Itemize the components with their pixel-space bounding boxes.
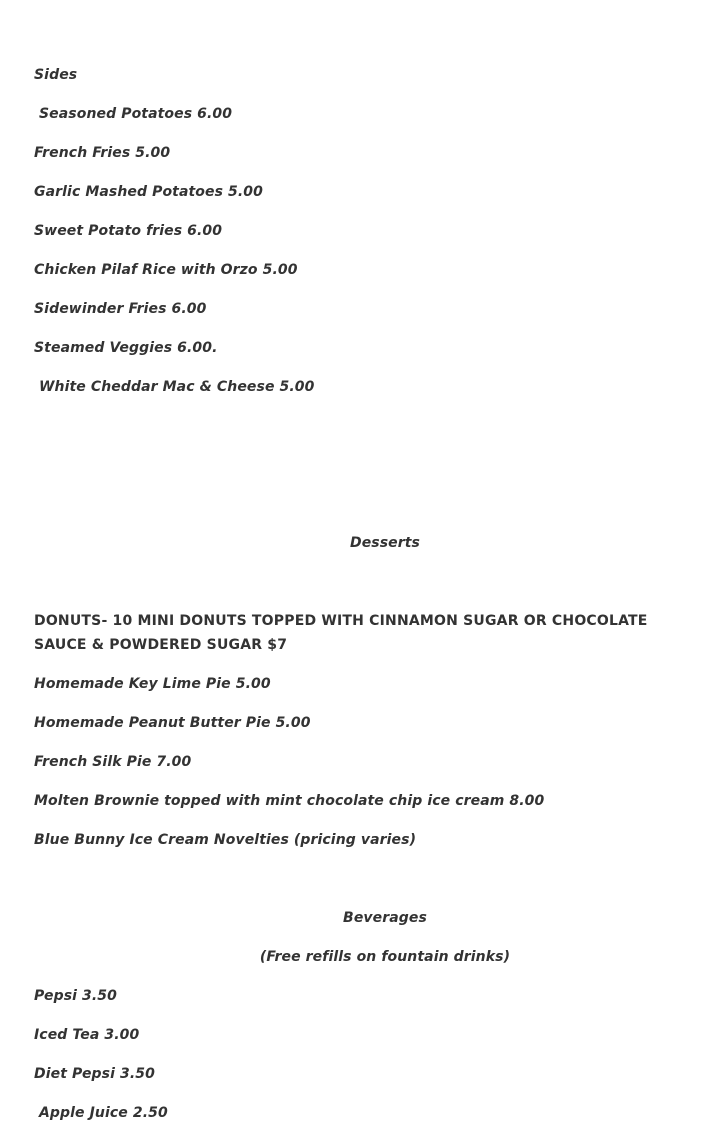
menu-item: Sidewinder Fries 6.00 <box>34 301 207 317</box>
menu-item: Pepsi 3.50 <box>34 988 117 1004</box>
menu-item: White Cheddar Mac & Cheese 5.00 <box>34 379 315 395</box>
menu-item: Sweet Potato fries 6.00 <box>34 223 223 239</box>
beverages-heading: Beverages <box>343 910 427 926</box>
donuts-feature: DONUTS- 10 MINI DONUTS TOPPED WITH CINNAMON SUGAR OR CHOCOLATE SAUCE & POWDERED SUGAR $7 <box>34 613 648 653</box>
menu-item: Diet Pepsi 3.50 <box>34 1066 155 1082</box>
menu-item: Blue Bunny Ice Cream Novelties (pricing varies) <box>34 832 417 848</box>
menu-item: French Fries 5.00 <box>34 145 171 161</box>
menu-item: Molten Brownie topped with mint chocolate chip ice cream 8.00 <box>34 793 545 809</box>
menu-item: Seasoned Potatoes 6.00 <box>34 106 233 122</box>
menu-item: Steamed Veggies 6.00. <box>34 340 218 356</box>
menu-item: Chicken Pilaf Rice with Orzo 5.00 <box>34 262 298 278</box>
menu-item: Homemade Peanut Butter Pie 5.00 <box>34 715 311 731</box>
desserts-heading: Desserts <box>349 535 420 551</box>
sides-heading: Sides <box>34 67 78 83</box>
menu-item: Iced Tea 3.00 <box>34 1027 140 1043</box>
menu-item: Apple Juice 2.50 <box>34 1105 168 1121</box>
menu-item: Homemade Key Lime Pie 5.00 <box>34 676 271 692</box>
menu-item: French Silk Pie 7.00 <box>34 754 192 770</box>
beverages-note: (Free refills on fountain drinks) <box>259 949 511 965</box>
menu-item: Garlic Mashed Potatoes 5.00 <box>34 184 263 200</box>
